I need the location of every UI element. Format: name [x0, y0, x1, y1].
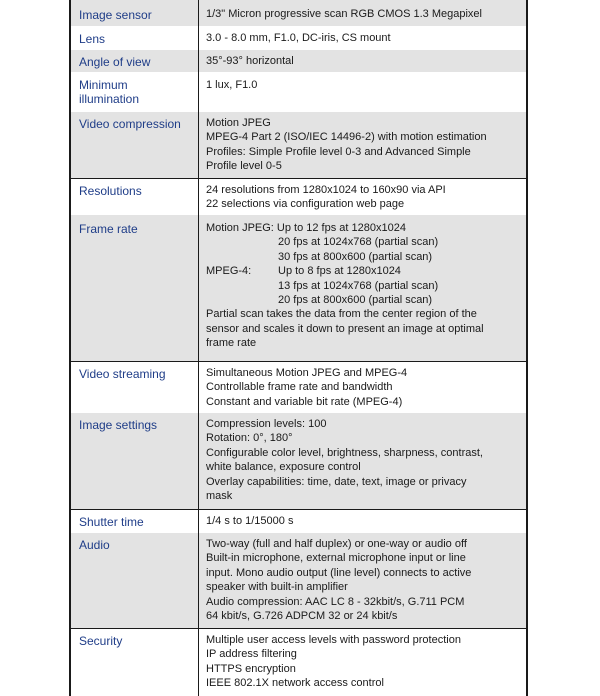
spec-value-line: Simultaneous Motion JPEG and MPEG-4 — [206, 367, 408, 379]
spec-value-line: Built-in microphone, external microphone input or line — [206, 552, 466, 565]
spec-value-line: 22 selections via configuration web page — [206, 198, 405, 211]
spec-value-line: 64 kbit/s, G.726 ADPCM 32 or 24 kbit/s — [206, 609, 398, 622]
spec-value — [206, 537, 522, 623]
spec-value: 1/4 s to 1/15000 s — [206, 515, 294, 527]
column-divider — [198, 72, 199, 112]
spec-label: Image sensor — [79, 8, 152, 22]
frame-rate-entry: Up to 12 fps at 1280x1024 — [276, 222, 406, 234]
spec-value-line: 24 resolutions from 1280x1024 to 160x90 via API — [206, 184, 446, 196]
spec-value-line: Profiles: Simple Profile level 0-3 and Advanced Simple — [206, 145, 471, 158]
spec-value-line: MPEG-4 Part 2 (ISO/IEC 14496-2) with motion estimation — [206, 131, 487, 144]
spec-value — [206, 633, 522, 691]
spec-value-line: 20 fps at 800x600 (partial scan) — [278, 293, 433, 306]
spec-label: Image settings — [79, 418, 158, 432]
frame-rate-mpeg4-label: MPEG-4: — [206, 265, 252, 278]
spec-row-frame-rate — [71, 215, 526, 361]
spec-value-line: frame rate — [206, 337, 257, 350]
column-divider — [198, 629, 199, 696]
spec-value-line: IEEE 802.1X network access control — [206, 677, 384, 690]
column-divider — [198, 50, 199, 72]
spec-value-line: Motion JPEG — [206, 117, 271, 129]
spec-value: 1 lux, F1.0 — [206, 79, 258, 91]
spec-label: Minimum illumination — [79, 78, 140, 106]
spec-value — [206, 417, 522, 503]
column-divider — [198, 112, 199, 178]
spec-value-line: Controllable frame rate and bandwidth — [206, 381, 393, 394]
column-divider — [198, 413, 199, 509]
spec-value-line: Audio compression: AAC LC 8 - 32kbit/s, G.711 PCM — [206, 595, 465, 608]
spec-value-line: Multiple user access levels with password protection — [206, 634, 461, 646]
spec-value-line: Partial scan takes the data from the center region of the — [206, 308, 477, 321]
spec-row-lens — [71, 26, 526, 50]
spec-row-video-compression — [71, 112, 526, 178]
column-divider — [198, 510, 199, 533]
spec-value-line: Rotation: 0°, 180° — [206, 432, 293, 445]
spec-value-line: 20 fps at 1024x768 (partial scan) — [278, 236, 439, 249]
spec-label: Audio — [79, 538, 110, 552]
spec-label: Lens — [79, 32, 106, 46]
column-divider — [198, 0, 199, 26]
spec-table — [69, 0, 528, 696]
spec-label: Security — [79, 634, 123, 648]
spec-value — [206, 183, 522, 212]
spec-value — [206, 366, 522, 409]
spec-row-shutter-time — [71, 509, 526, 533]
spec-value: 1/3" Micron progressive scan RGB CMOS 1.3 Megapixel — [206, 8, 482, 20]
spec-value-line: white balance, exposure control — [206, 461, 361, 474]
spec-value: 3.0 - 8.0 mm, F1.0, DC-iris, CS mount — [206, 32, 391, 44]
column-divider — [198, 215, 199, 361]
spec-value-line: speaker with built-in amplifier — [206, 581, 348, 594]
spec-value-line: 30 fps at 800x600 (partial scan) — [278, 250, 433, 263]
spec-row-image-settings — [71, 413, 526, 509]
spec-label: Video compression — [79, 117, 181, 131]
spec-value-line: Two-way (full and half duplex) or one-way or audio off — [206, 538, 467, 550]
spec-value-line: Configurable color level, brightness, sharpness, contrast, — [206, 446, 483, 459]
spec-value: 35°-93° horizontal — [206, 55, 294, 67]
spec-value-line: sensor and scales it down to present an image at optimal — [206, 322, 484, 335]
spec-label: Shutter time — [79, 515, 144, 529]
spec-label: Frame rate — [79, 222, 138, 236]
frame-rate-mjpeg-label: Motion JPEG: — [206, 222, 274, 234]
spec-value-line: mask — [206, 489, 233, 502]
spec-label: Video streaming — [79, 367, 166, 381]
spec-value-line: Overlay capabilities: time, date, text, image or privacy — [206, 475, 467, 488]
spec-value-line: IP address filtering — [206, 648, 297, 661]
spec-value-line: HTTPS encryption — [206, 662, 296, 675]
spec-row-image-sensor — [71, 0, 526, 26]
spec-row-resolutions — [71, 178, 526, 215]
spec-label: Resolutions — [79, 184, 142, 198]
frame-rate-entry: Up to 8 fps at 1280x1024 — [278, 265, 401, 278]
column-divider — [198, 26, 199, 50]
spec-value-line: 13 fps at 1024x768 (partial scan) — [278, 279, 439, 292]
spec-label: Angle of view — [79, 55, 151, 69]
spec-row-audio — [71, 533, 526, 628]
spec-row-angle-of-view — [71, 50, 526, 72]
spec-value-line: Profile level 0-5 — [206, 160, 282, 173]
column-divider — [198, 533, 199, 628]
spec-value-line — [206, 264, 522, 278]
spec-value-line: Constant and variable bit rate (MPEG-4) — [206, 395, 403, 408]
spec-row-minimum-illumination — [71, 72, 526, 112]
spec-row-video-streaming — [71, 361, 526, 413]
column-divider — [198, 179, 199, 215]
spec-value — [206, 116, 522, 174]
spec-value — [206, 221, 522, 351]
spec-value-line: input. Mono audio output (line level) connects to active — [206, 566, 472, 579]
column-divider — [198, 362, 199, 413]
spec-row-security — [71, 628, 526, 696]
spec-value-line: Compression levels: 100 — [206, 418, 327, 430]
spec-value-line — [206, 221, 522, 235]
